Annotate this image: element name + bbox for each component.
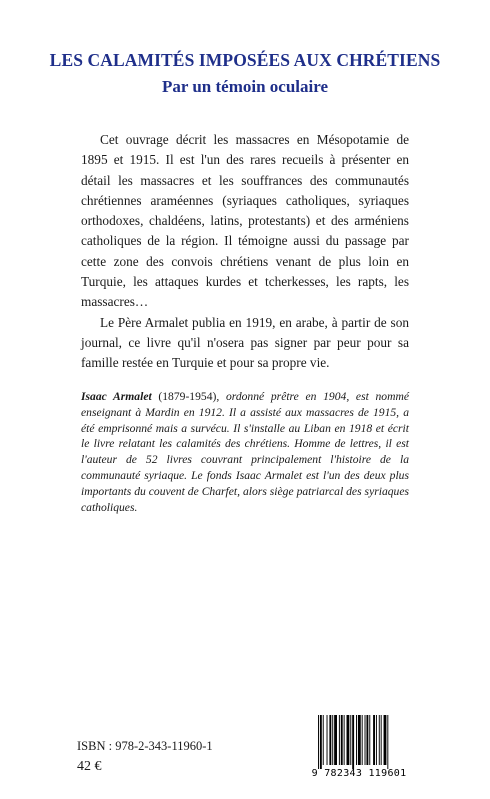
barcode-bar [344, 715, 345, 765]
barcode-bar [323, 715, 324, 765]
book-subtitle: Par un témoin oculaire [161, 77, 329, 96]
barcode-bar [387, 715, 388, 769]
author-bio [81, 389, 409, 515]
barcode-bar [362, 715, 363, 765]
summary-paragraph-1: Cet ouvrage décrit les massacres en Mésopotamie de 1895 et 1915. Il est l'un des rares recueils à présenter en détail les massacres et les souffrances des communautés chrétiennes araméennes (syriaques catholiques, syriaques orthodoxes, chaldéens, latins, protestants) et des arméniens catholiques de la région. Il témoigne aussi du passage par cette zone des convois chrétiens venant de plus loin en Turquie, les attaques kurdes et tcherkesses, les rapts, les massacres… [81, 132, 409, 310]
barcode-digits: 9 782343 119601 [311, 768, 407, 779]
book-title: LES CALAMITÉS IMPOSÉES AUX CHRÉTIENS [49, 50, 441, 70]
barcode-bar [329, 715, 331, 765]
barcode-bar [334, 715, 337, 765]
barcode-bar [347, 715, 350, 765]
barcode-bar [384, 715, 387, 765]
barcode-bar [320, 715, 322, 769]
price-label: 42 € [77, 759, 102, 774]
author-bio-text: , ordonné prêtre en 1904, est nommé enseignant à Mardin en 1912. Il a assisté aux massacres de 1915, a été emprisonné mais a survécu. Il s'installe au Liban en 1918 et écrit le livre relatant les calamités des chrétiens. Homme de lettres, il est l'auteur de 52 livres couvrant principalement l'histoire de la communauté syriaque. Le fonds Isaac Armalet est l'un des deux plus importants du couvent de Charfet, alors siège patriarcal des syriaques catholiques. [81, 390, 409, 514]
barcode-bar [352, 715, 354, 769]
barcode-bar [327, 715, 328, 765]
barcode-bar [373, 715, 375, 765]
barcode-bar [369, 715, 370, 765]
barcode-bar [376, 715, 377, 765]
barcode [310, 713, 408, 783]
barcode-bar [318, 715, 319, 769]
barcode-bar [358, 715, 361, 765]
barcode-bar [366, 715, 368, 765]
author-name: Isaac Armalet [81, 390, 152, 403]
barcode-bar [350, 715, 351, 765]
summary-paragraph-2: Le Père Armalet publia en 1919, en arabe, à partir de son journal, ce livre qu'il n'osera pas signer par peur pour sa famille restée en Turquie et pour sa propre vie. [81, 314, 409, 371]
barcode-bar [381, 715, 382, 765]
barcode-bar [332, 715, 333, 765]
barcode-bar [379, 715, 380, 765]
author-dates: (1879-1954) [151, 390, 217, 403]
barcode-bar [339, 715, 340, 765]
barcode-bars [310, 713, 408, 769]
barcode-bar [356, 715, 357, 765]
summary-text [81, 130, 409, 374]
barcode-bar [365, 715, 366, 765]
barcode-bar [341, 715, 343, 765]
isbn-label: ISBN : 978-2-343-11960-1 [77, 739, 213, 753]
